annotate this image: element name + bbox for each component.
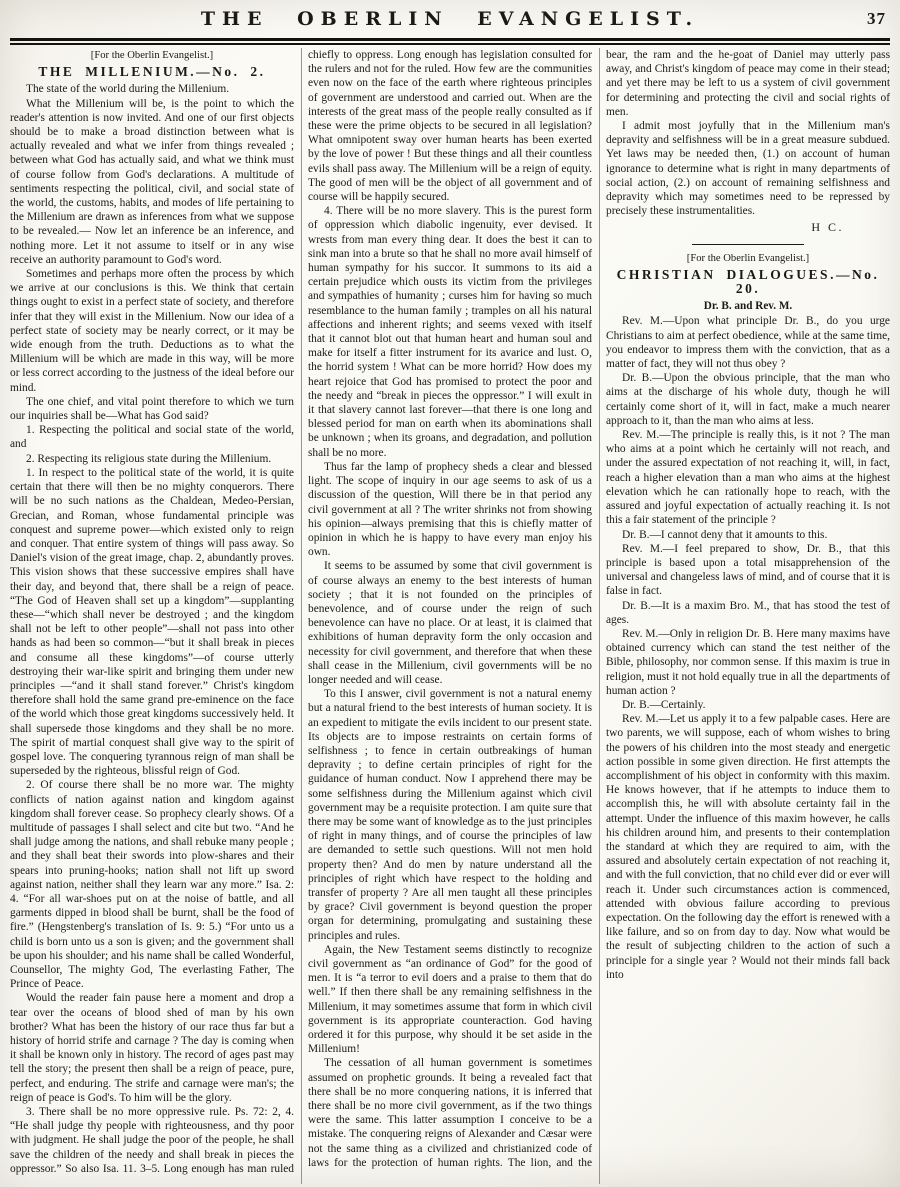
paragraph: 3. There shall be no more oppressive rule. Ps. 72: 2, 4. “He shall judge thy people with righteousness, and thy poor with judgment. He shall judge the poor of the people, he shall save the children of the needy and shall break in pieces the oppressor.” So also Isa. 11. 3–5. Long enough has man ruled chiefly to oppress. Long enough has legislation consulted for the rulers and not for the ruled. How few are the communities even now on the face of the earth where righteous principles of government are understood and carried out. When are the interests of the great mass of the people really consulted as if these were the prime objects to be secured in all legislation? What omnipotent sway over human hearts has been exerted by the love of power ! But these things and all their countless evils shall pass away. The Millenium will be a reign of equity. The good of men will be the object of all government and of course will be happily secured.	[10, 49, 592, 1175]
article-byline: Dr. B. and Rev. M.	[703, 300, 793, 313]
article-dialogues	[606, 252, 890, 982]
paragraph: I admit most joyfully that in the Millenium man's depravity and selfishness will be in a great measure subdued. Yet laws may be needed then, (1.) on account of human ignorance to determine what is right in many departments of social action, (2.) on account of remaining selfishness and depravity which may sometimes need to be repressed by precisely these instrumentalities.	[606, 120, 890, 218]
paragraph: 4. There will be no more slavery. This is the purest form of oppression which diabolic ingenuity, ever devised. It wrests from man every thing dear. It does the best it can to sink man into a brute so that he shall no more avail himself of human sympathy for his succor. It summons to its aid a certain prejudice which ousts its victim from the privileges and sympathies of humanity ; curses him for having so much resemblance to the human family ; tramples on all his natural affections and inherent rights; and seems vexed with itself that it cannot blot out that human heart and human soul and make for itself a fitter instrument for its avarice and lust. O, the horrid system ! What can be more horrid? How does my heart rejoice that God has promised to protect the poor and the needy and “break in pieces the oppressor.” I will exult in it that slavery cannot last forever—that there is one long and blessed period for man on earth when its abominations shall be unknown ; when its groans, and degradation, and pollution shall be no more.	[308, 205, 592, 459]
paragraph: Dr. B.—I cannot deny that it amounts to this.	[622, 528, 828, 541]
paragraph: Rev. M.—I feel prepared to show, Dr. B., that this principle is based upon a total misapprehension of the universal and changeless laws of mind, and of course that it is false in fact.	[606, 542, 890, 598]
paragraph: Dr. B.—Certainly.	[622, 698, 706, 711]
author-signature: H C.	[811, 220, 844, 235]
paragraph: It seems to be assumed by some that civil government is of course always an enemy to the best interests of human society ; that it is not founded on the principles of benevolence, and of course under the reign of such benevolence can have no place. Or at least, it is claimed that exhibitions of human depravity form the only occasion and necessity for civil government, and therefore that when these shall cease in the Millenium, civil governments will be no longer needed and will cease.	[308, 560, 592, 686]
section-divider	[692, 244, 804, 245]
paragraph: Rev. M.—Let us apply it to a few palpable cases. Here are two parents, we will suppose, each of whom wishes to bring the powers of his children into the most steady and energetic action possible in some given direction. He first attempts the accomplishment of his object in conformity with this maxim. He knows however, that if he attempts to induce them to accomplish this, he will with absolute certainty fail in the attempt. Under the influence of this maxim however, he calls his children around him, and presents to their contemplation the standard at which they are required to aim, with the assured and absolutely certain expectation of not reaching it, and with the full conviction, that no child ever did or ever will reach it. Under such circumstances action is commenced, attended with obvious failure according to previous expectation. On the following day the effort is renewed with a like failure, and so on from day to day. Now what would be the result of subjecting children to the action of such a principle for a single year ? Would not their minds fall back into	[606, 713, 890, 981]
article-title: THE MILLENIUM.—No. 2.	[38, 64, 266, 80]
paragraph: 1. In respect to the political state of the world, it is quite certain that there will then be no mighty conquerors. There will be no such nations as the Chaldean, Medeo-Persian, Grecian, and Roman, whose fundamental principle was conquest and supreme power—which existed only to reign and conquer. That entire system of things will pass away. So Daniel's vision of the great image, chap. 2, abundantly proves. This vision shows that these successive empires shall have their day, and beyond that, there shall be a reign of peace. “The God of Heaven shall set up a kingdom”—supplanting these—“which shall never be destroyed ; and the kingdom shall not be left to other people”—shall not pass into other hands as had been so common—“but it shall break in pieces and consume all these kingdoms”—of course utterly destroying their war-like spirit and bringing them under new principles —“and it shall stand forever.” Christ's kingdom therefore shall hold the same grand pre-eminence on the face of the world which those great kingdoms successively held. It shall supersede those kingdoms and they shall be no more. The spirit of martial conquest shall give way to the spirit of gospel love. The conquering tyrannous reign of man shall be superseded by the righteous, blissful reign of God.	[10, 466, 294, 778]
paragraph: 2. Of course there shall be no more war. The mighty conflicts of nation against nation and kingdom against kingdom shall forever cease. So prophecy clearly shows. Of a multitude of passages I shall select and cite but two. “And he shall judge among the nations, and shall rebuke many people ; and they shall beat their swords into plow-shares and their spears into pruning-hooks; nation shall not lift up sword against nation, neither shall they learn war any more.” Isa. 2: 4. “For all war-shoes put on at the noise of battle, and all garments dipped in blood shall be burnt, shall be the food of fire.” (Hengstenberg's translation of Is. 9: 5.) “For unto us a child is born unto us a son is given; and the government shall be upon his shoulder; and his name shall be called Wonderful, Counsellor, The mighty God, The everlasting Father, The Prince of Peace.	[10, 779, 294, 991]
paragraph: 1. Respecting the political and social state of the world, and	[10, 424, 294, 451]
paragraph: Rev. M.—Upon what principle Dr. B., do you urge Christians to aim at perfect obedience, while at the same time, you endeavor to impress them with the conviction, that as a matter of fact, they will not thus obey ?	[606, 315, 890, 371]
paragraph: To this I answer, civil government is not a natural enemy but a natural friend to the best interests of human society. It is an expedient to mitigate the evils incident to our present state. Its objects are to impose restraints on certain forms of selfishness ; to fence in certain outbreakings of human depravity ; to define certain principles of right for the guidance of human conduct. Now I apprehend there may be some selfishness during the Millenium against which civil government may be a requisite protection. I am quite sure that there may be some want of knowledge as to the just principles of right in many things, and of course the principles of law are demanded to settle such questions. Will not men hold property then? And do men by nature understand all the principles of right which have respect to the holding and transfer of property ? Are all men taught all these principles by grace? Civil government is beyond question the proper organ for determining, promulgating and sustaining these principles and rules.	[308, 688, 592, 942]
masthead	[10, 5, 890, 36]
paragraph: Rev. M.—Only in religion Dr. B. Here many maxims have obtained currency which can stand the test neither of the Bible, philosophy, nor common sense. If this maxim is true in religion, must it not hold equally true in all the departments of human action ?	[606, 627, 890, 697]
article-subtitle: The state of the world during the Millenium.	[26, 83, 230, 96]
paragraph: The cessation of all human government is sometimes assumed on prophetic grounds. It being a revealed fact that there shall be no more conquering nations, it is inferred that there shall be no more civil government, as if the two things were the same. This latter assumption I conceive to be a mistake. The conquering reigns of Alexander and Cæsar were not the same thing as a civilized and christianized code of laws for the protection of human rights. The lion, and the bear, the ram and the he-goat of Daniel may utterly pass away, and Christ's kingdom of peace may come in their stead; and yet there may be left to us a system of civil government for determining and protecting the civil and social rights of men.	[308, 49, 890, 1169]
paragraph: Thus far the lamp of prophecy sheds a clear and blessed light. The scope of inquiry in our age seems to ask of us a discussion of the question, Will there be in that period any civil government at all ? The writer shrinks not from showing his opinion—always premising that this is chiefly matter of opinion in which he is happy to have every man enjoy his own.	[308, 460, 592, 559]
paragraph: Again, the New Testament seems distinctly to recognize civil government as “an ordinance of God” for the good of men. It is “a terror to evil doers and a praise to them that do well.” If then there shall be any remaining selfishness in the Millenium, it may sometimes assume that form in which civil government is its appropriate counteraction. God having ordered it for this purpose, why should it be set aside in the Millenium!	[308, 943, 592, 1056]
article-dateline: [For the Oberlin Evangelist.]	[686, 252, 810, 264]
paragraph: 2. Respecting its religious state during the Millenium.	[26, 452, 272, 465]
paragraph: Dr. B.—It is a maxim Bro. M., that has stood the test of ages.	[606, 599, 890, 626]
paragraph: What the Millenium will be, is the point to which the reader's attention is now invited. And one of our first objects should be to make a broad distinction between what is actually revealed and what we infer from things revealed ; between what God has actually said, and what we think must of course follow from God's declarations. A multitude of sentiments respecting the political, civil, and social state of the world, the customs, habits, and modes of life pertaining to the Millenium are drawn as inferences from what we suppose to be revealed.— Now let an inference be an inference, and nothing more. Let it not assume to itself or in any wise receive an authority paramount to God's word.	[10, 97, 294, 266]
paragraph: Sometimes and perhaps more often the process by which we arrive at our conclusions is this. We think that certain things ought to exist in a perfect state of society, and therefore infer that they will exist in the Millenium. Now our idea of a perfect state of society may be nearly correct, or it may be wide enough from the truth. Deductions as to what the Millenium will be which are made in this way, will be more or less correct according to the justness of the ideal before our mind.	[10, 268, 294, 394]
article-title: CHRISTIAN DIALOGUES.—No. 20.	[616, 266, 880, 297]
masthead-rule	[10, 38, 890, 45]
paragraph: Rev. M.—The principle is really this, is it not ? The man who aims at a point which he certainly will not reach, and under the assured expectation of not reaching it, will, in fact, reach a higher elevation than a man who aims at the highest elevation which he can rationally hope to reach, with the assured and joyful expectation of actually reaching it. Is not this a fair statement of the principle ?	[606, 429, 890, 527]
article-columns	[10, 48, 890, 1184]
article-dateline: [For the Oberlin Evangelist.]	[90, 50, 214, 61]
masthead-title: THE OBERLIN EVANGELIST.	[200, 8, 700, 30]
page-number: 37	[867, 9, 886, 28]
paragraph: The one chief, and vital point therefore to which we turn our inquiries shall be—What has God said?	[10, 395, 294, 423]
paragraph: Dr. B.—Upon the obvious principle, that the man who aims at the discharge of his whole duty, though he will certainly come short of it, will in fact, make a much nearer approach to it, than the man who aims at less.	[606, 372, 890, 427]
paragraph: Would the reader fain pause here a moment and drop a tear over the oceans of blood shed of man by his own brother? What has been the history of our race thus far but a history of horrid strife and carnage ? The day is coming when it shall be known only in history. The record of ages past may tell the story; the present then shall be a reign of peace, pure, perfect, and enduring. The strife and carnage were man's; the reign of peace is God's. To him will be the glory.	[10, 992, 294, 1104]
